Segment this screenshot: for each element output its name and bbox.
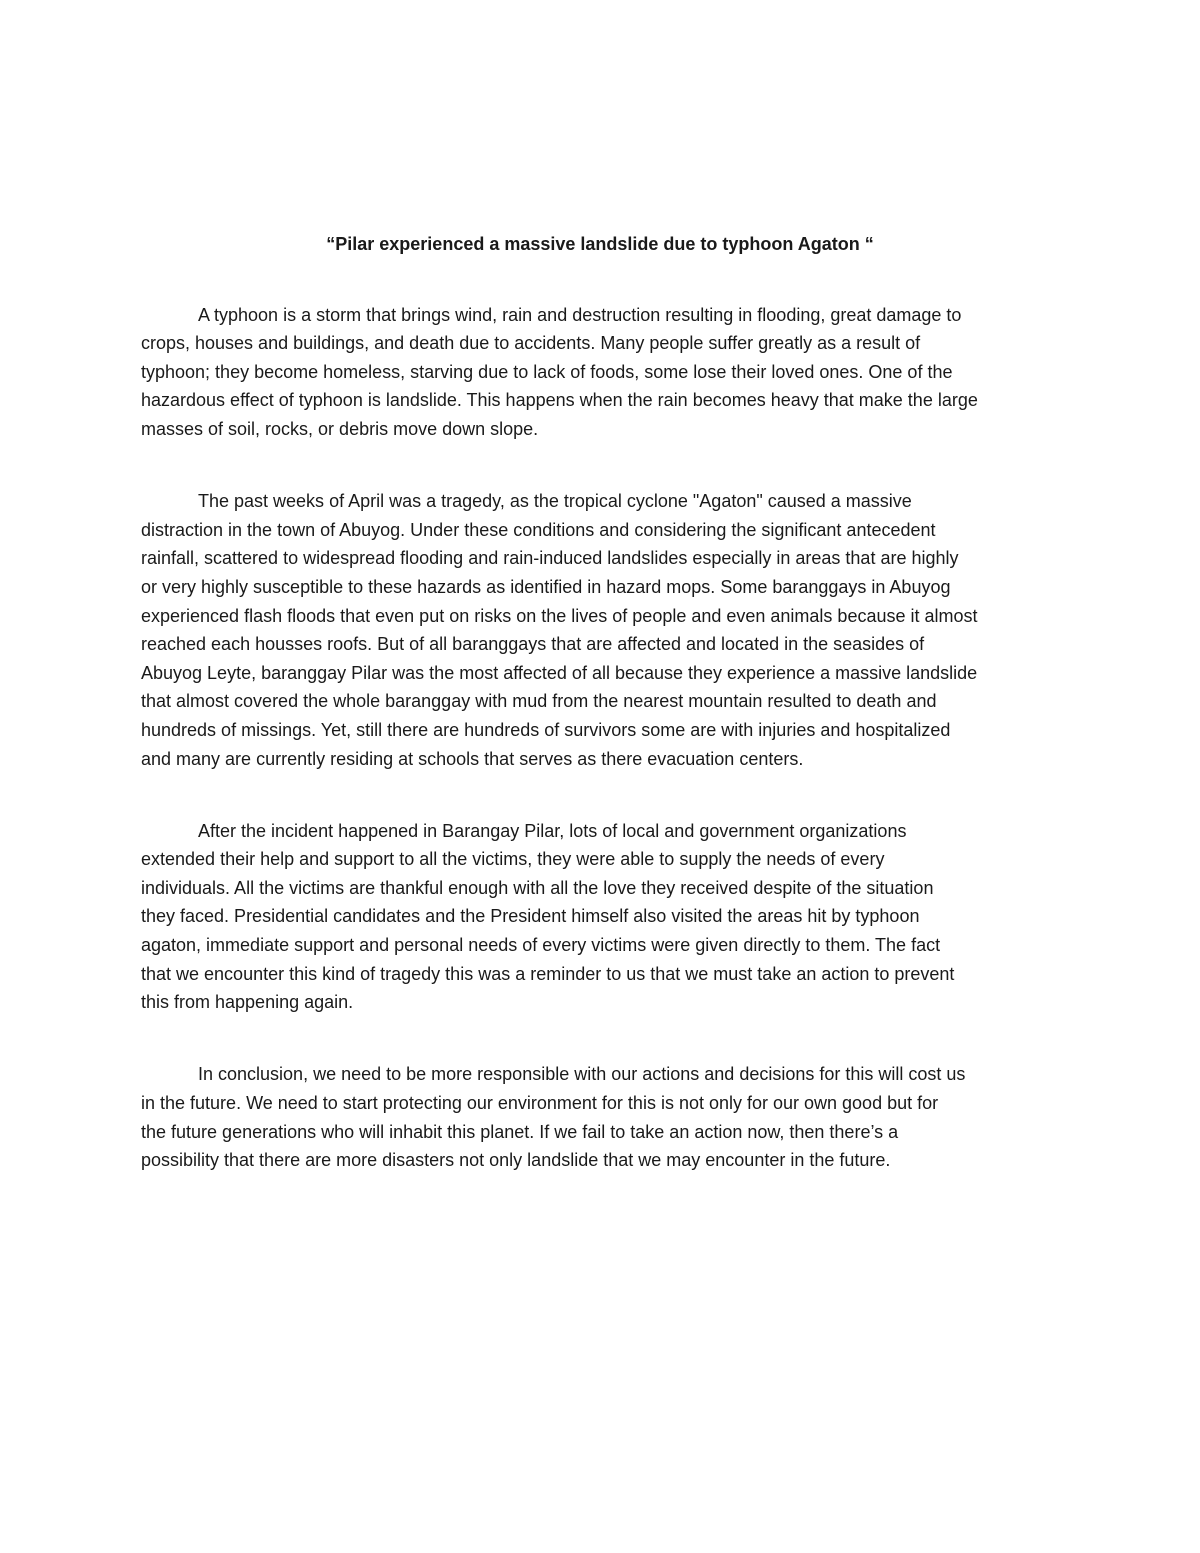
paragraph-agaton-tragedy: The past weeks of April was a tragedy, as the tropical cyclone "Agaton" caused a massive distraction in the town of Abuyog. Under these conditions and considering the significant antecedent rainfall, scattered to widespread flooding and rain-induced landslides especially in areas that are highly or very highly susceptible to these hazards as identified in hazard mops. Some baranggays in Abuyog experienced flash floods that even put on risks on the lives of people and even animals because it almost reached each housses roofs. But of all baranggays that are affected and located in the seasides of Abuyog Leyte, baranggay Pilar was the most affected of all because they experience a massive landslide that almost covered the whole baranggay with mud from the nearest mountain resulted to death and hundreds of missings. Yet, still there are hundreds of survivors some are with injuries and hospitalized and many are currently residing at schools that serves as there evacuation centers. — [141, 491, 978, 769]
paragraph-conclusion: In conclusion, we need to be more responsible with our actions and decisions for this will cost us in the future. We need to start protecting our environment for this is not only for our own good but for the future generations who will inhabit this planet. If we fail to take an action now, then there’s a possibility that there are more disasters not only landslide that we may encounter in the future. — [141, 1064, 966, 1171]
document-body — [141, 272, 1063, 1218]
paragraph-aftermath-support: After the incident happened in Barangay Pilar, lots of local and government organizations extended their help and support to all the victims, they were able to supply the needs of every individuals. All the victims are thankful enough with all the love they received despite of the situation they faced. Presidential candidates and the President himself also visited the areas hit by typhoon agaton, immediate support and personal needs of every victims were given directly to them. The fact that we encounter this kind of tragedy this was a reminder to us that we must take an action to prevent this from happening again. — [141, 820, 955, 1013]
document-title: “Pilar experienced a massive landslide due to typhoon Agaton “ — [326, 234, 874, 254]
paragraph-typhoon-definition: A typhoon is a storm that brings wind, rain and destruction resulting in flooding, great damage to crops, houses and buildings, and death due to accidents. Many people suffer greatly as a result of typhoon; they become homeless, starving due to lack of foods, some lose their loved ones. One of the hazardous effect of typhoon is landslide. This happens when the rain becomes heavy that make the large masses of soil, rocks, or debris move down slope. — [141, 304, 978, 439]
